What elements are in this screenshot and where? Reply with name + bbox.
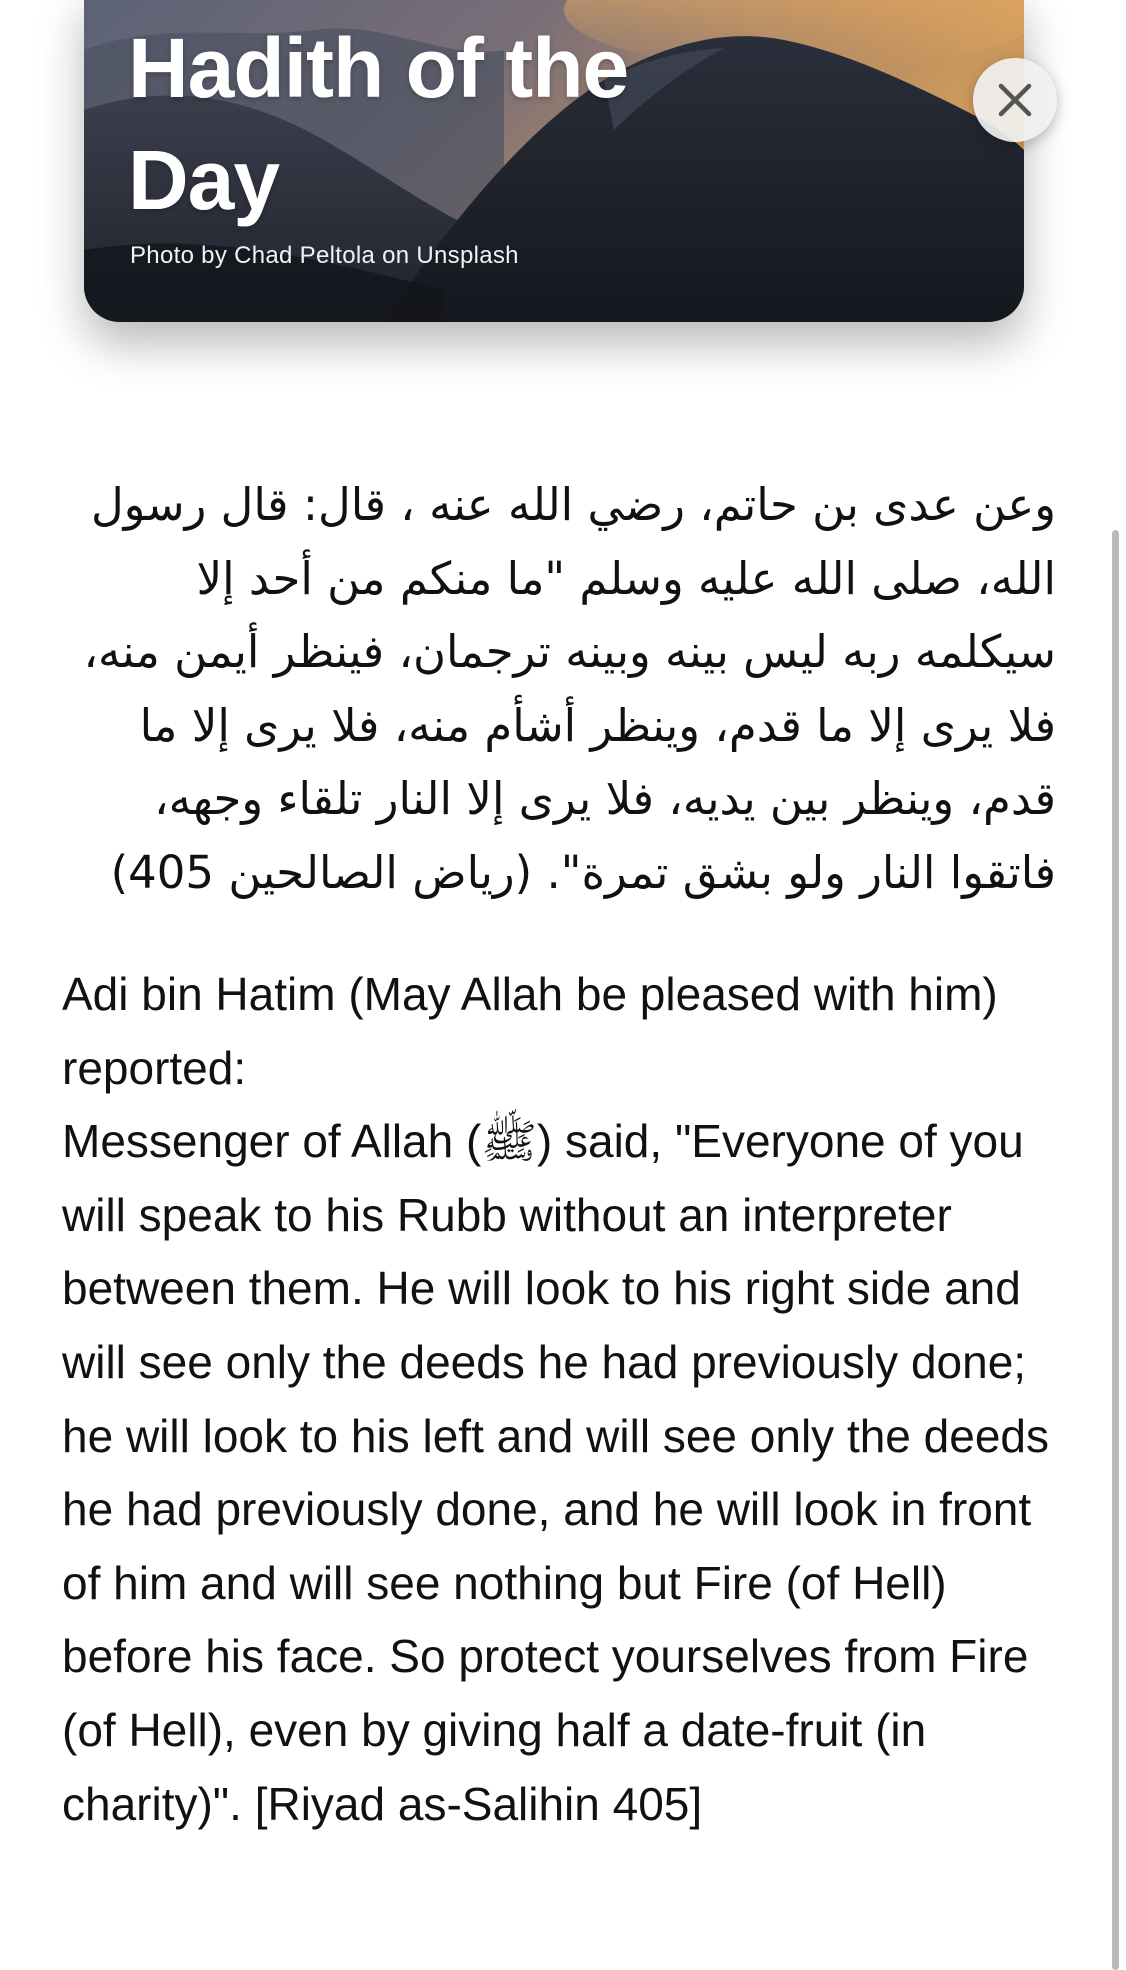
close-icon [995,80,1035,120]
hadith-english-text [62,958,1072,1841]
salutation-glyph: ﷺ [481,1115,537,1168]
photo-credit: Photo by Chad Peltola on Unsplash [130,242,519,269]
hadith-narrator-line: Adi bin Hatim (May Allah be pleased with him) reported: [62,968,998,1094]
hadith-english-body: ) said, "Everyone of you will speak to his Rubb without an interpreter between them. He will look to his right side and will see only the deeds he had previously done; he will look to his left and will see only the deeds he had previously done, and he will look in front of him and will see nothing but Fire (of Hell) before his face. So protect yourselves from Fire (of Hell), even by giving half a date-fruit (in charity)". [Riyad as-Salihin 405] [62,1115,1050,1830]
scrollbar[interactable] [1112,530,1119,1970]
close-button[interactable] [973,58,1057,142]
header-card [84,0,1024,322]
hadith-english-prefix: Messenger of Allah ( [62,1115,482,1168]
hadith-arabic-text: وعن عدى بن حاتم، رضي الله عنه ، قال: قال رسول الله، صلى الله عليه وسلم "ما منكم من أحد إلا سيكلمه ربه ليس بينه وبينه ترجمان، فينظر أيمن منه، فلا يرى إلا ما قدم، وينظر أشأم منه، فلا يرى إلا ما قدم، وينظر بين يديه، فلا يرى إلا النار تلقاء وجهه، فاتقوا النار ولو بشق تمرة". (رياض الصالحين 405) [83,478,1056,899]
page-title: Hadith of the Day [128,21,629,227]
